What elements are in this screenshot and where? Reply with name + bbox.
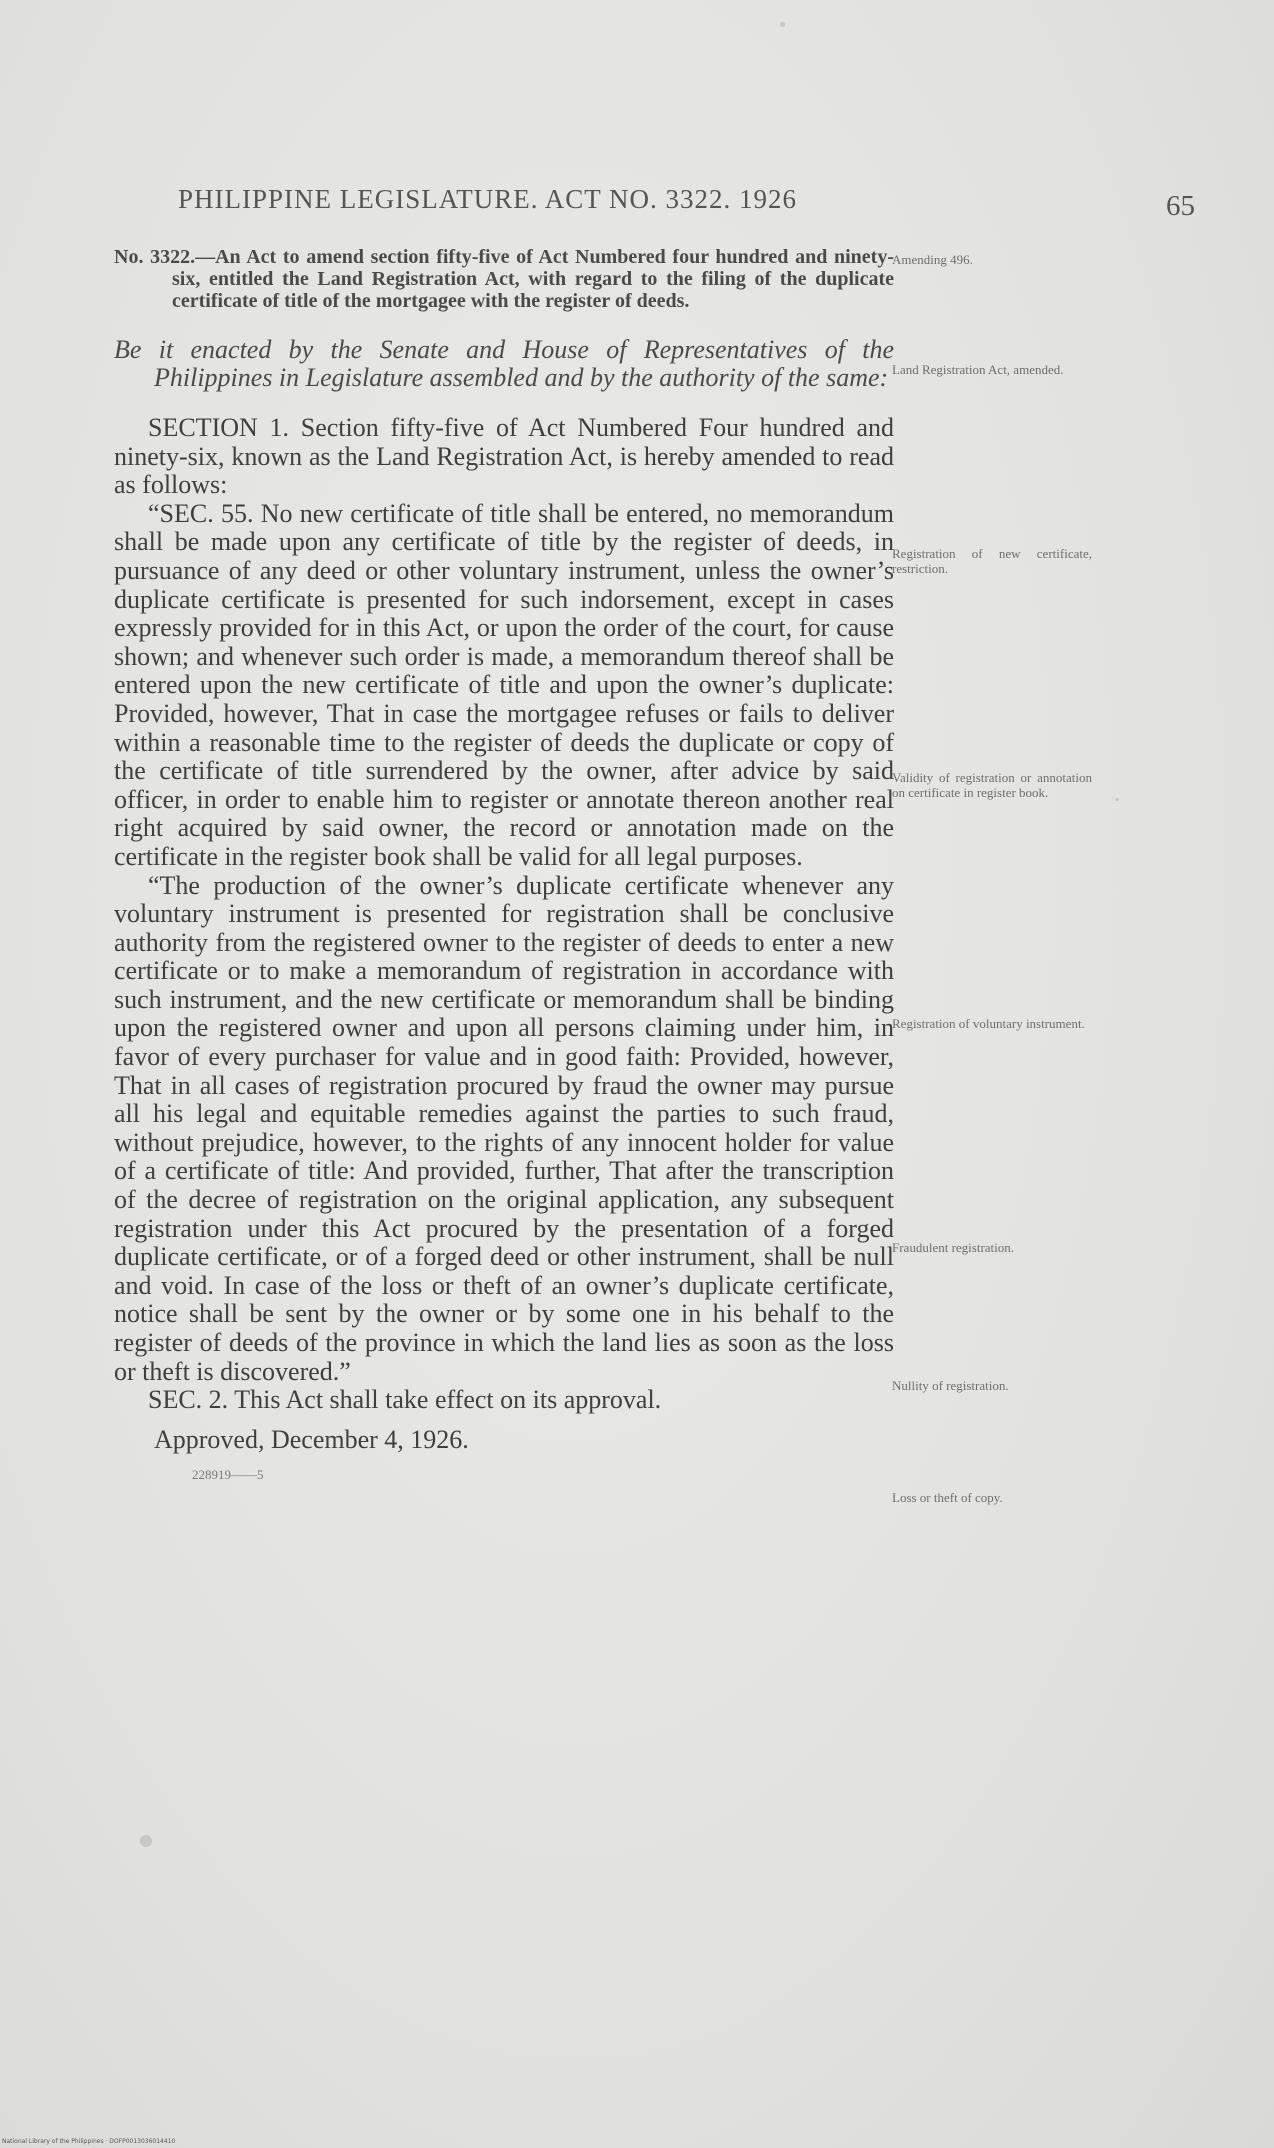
- main-text-column: [114, 246, 894, 1483]
- margin-note: Registration of new certificate, restriction.: [892, 546, 1092, 576]
- act-title: No. 3322.—An Act to amend section fifty-five of Act Numbered four hundred and ninety-six, entitled the Land Registration Act, with regard to the filing of the duplicate certificate of title of the mortgagee with the register of deeds.: [114, 246, 894, 312]
- scan-speck: [140, 1835, 152, 1847]
- section-55-paragraph: “SEC. 55. No new certificate of title shall be entered, no memorandum shall be made upon any certificate of title by the register of deeds, in pursuance of any deed or other voluntary instrument, unless the owner’s duplicate certificate is presented for such indorsement, except in cases expressly provided for in this Act, or upon the order of the court, for cause shown; and whenever such order is made, a memorandum thereof shall be entered upon the new certificate of title and upon the owner’s duplicate: Provided, however, That in case the mortgagee refuses or fails to deliver within a reasonable time to the register of deeds the duplicate or copy of the certificate of title surrendered by the owner, after advice by said officer, in order to enable him to register or annotate thereon another real right acquired by said owner, the record or annotation made on the certificate in the register book shall be valid for all legal purposes.: [114, 498, 894, 871]
- scan-speck: [780, 22, 785, 27]
- section-1-paragraph: SECTION 1. Section fifty-five of Act Numbered Four hundred and ninety-six, known as the Land Registration Act, is hereby amended to read as follows:: [114, 413, 894, 500]
- approval-date: Approved, December 4, 1926.: [154, 1424, 469, 1454]
- margin-note: Nullity of registration.: [892, 1378, 1009, 1393]
- margin-note: Land Registration Act, amended.: [892, 362, 1064, 377]
- margin-note: Amending 496.: [892, 252, 973, 267]
- margin-note: Registration of voluntary instrument.: [892, 1016, 1085, 1031]
- scan-speck: [1115, 798, 1119, 801]
- running-head: PHILIPPINE LEGISLATURE. ACT NO. 3322. 1926: [178, 184, 798, 214]
- margin-note: Fraudulent registration.: [892, 1240, 1015, 1255]
- page-number: 65: [1166, 190, 1195, 222]
- enacting-clause: Be it enacted by the Senate and House of Representatives of the Philippines in Legislature assembled and by the authority of the same:: [114, 335, 894, 392]
- margin-note: Loss or theft of copy.: [892, 1490, 1003, 1505]
- print-code: 228919——5: [192, 1466, 264, 1482]
- margin-note: Validity of registration or annotation on certificate in register book.: [892, 770, 1092, 800]
- section-2-paragraph: SEC. 2. This Act shall take effect on its approval.: [148, 1385, 662, 1415]
- act-body: [114, 414, 894, 1415]
- production-paragraph: “The production of the owner’s duplicate certificate whenever any voluntary instrument is presented for registration shall be conclusive authority from the registered owner to the register of deeds to enter a new certificate or to make a memorandum of registration in accordance with such instrument, and the new certificate or memorandum shall be binding upon the registered owner and upon all persons claiming under him, in favor of every purchaser for value and in good faith: Provided, however, That in all cases of registration procured by fraud the owner may pursue all his legal and equitable remedies against the parties to such fraud, without prejudice, however, to the rights of any innocent holder for value of a certificate of title: And provided, further, That after the transcription of the decree of registration on the original application, any subsequent registration under this Act procured by the presentation of a forged duplicate certificate, or of a forged deed or other instrument, shall be null and void. In case of the loss or theft of an owner’s duplicate certificate, notice shall be sent by the owner or by some one in his behalf to the register of deeds of the province in which the land lies as soon as the loss or theft is discovered.”: [114, 870, 894, 1386]
- footer-attribution: National Library of the Philippines · DOFP0013036014410: [2, 2138, 176, 2145]
